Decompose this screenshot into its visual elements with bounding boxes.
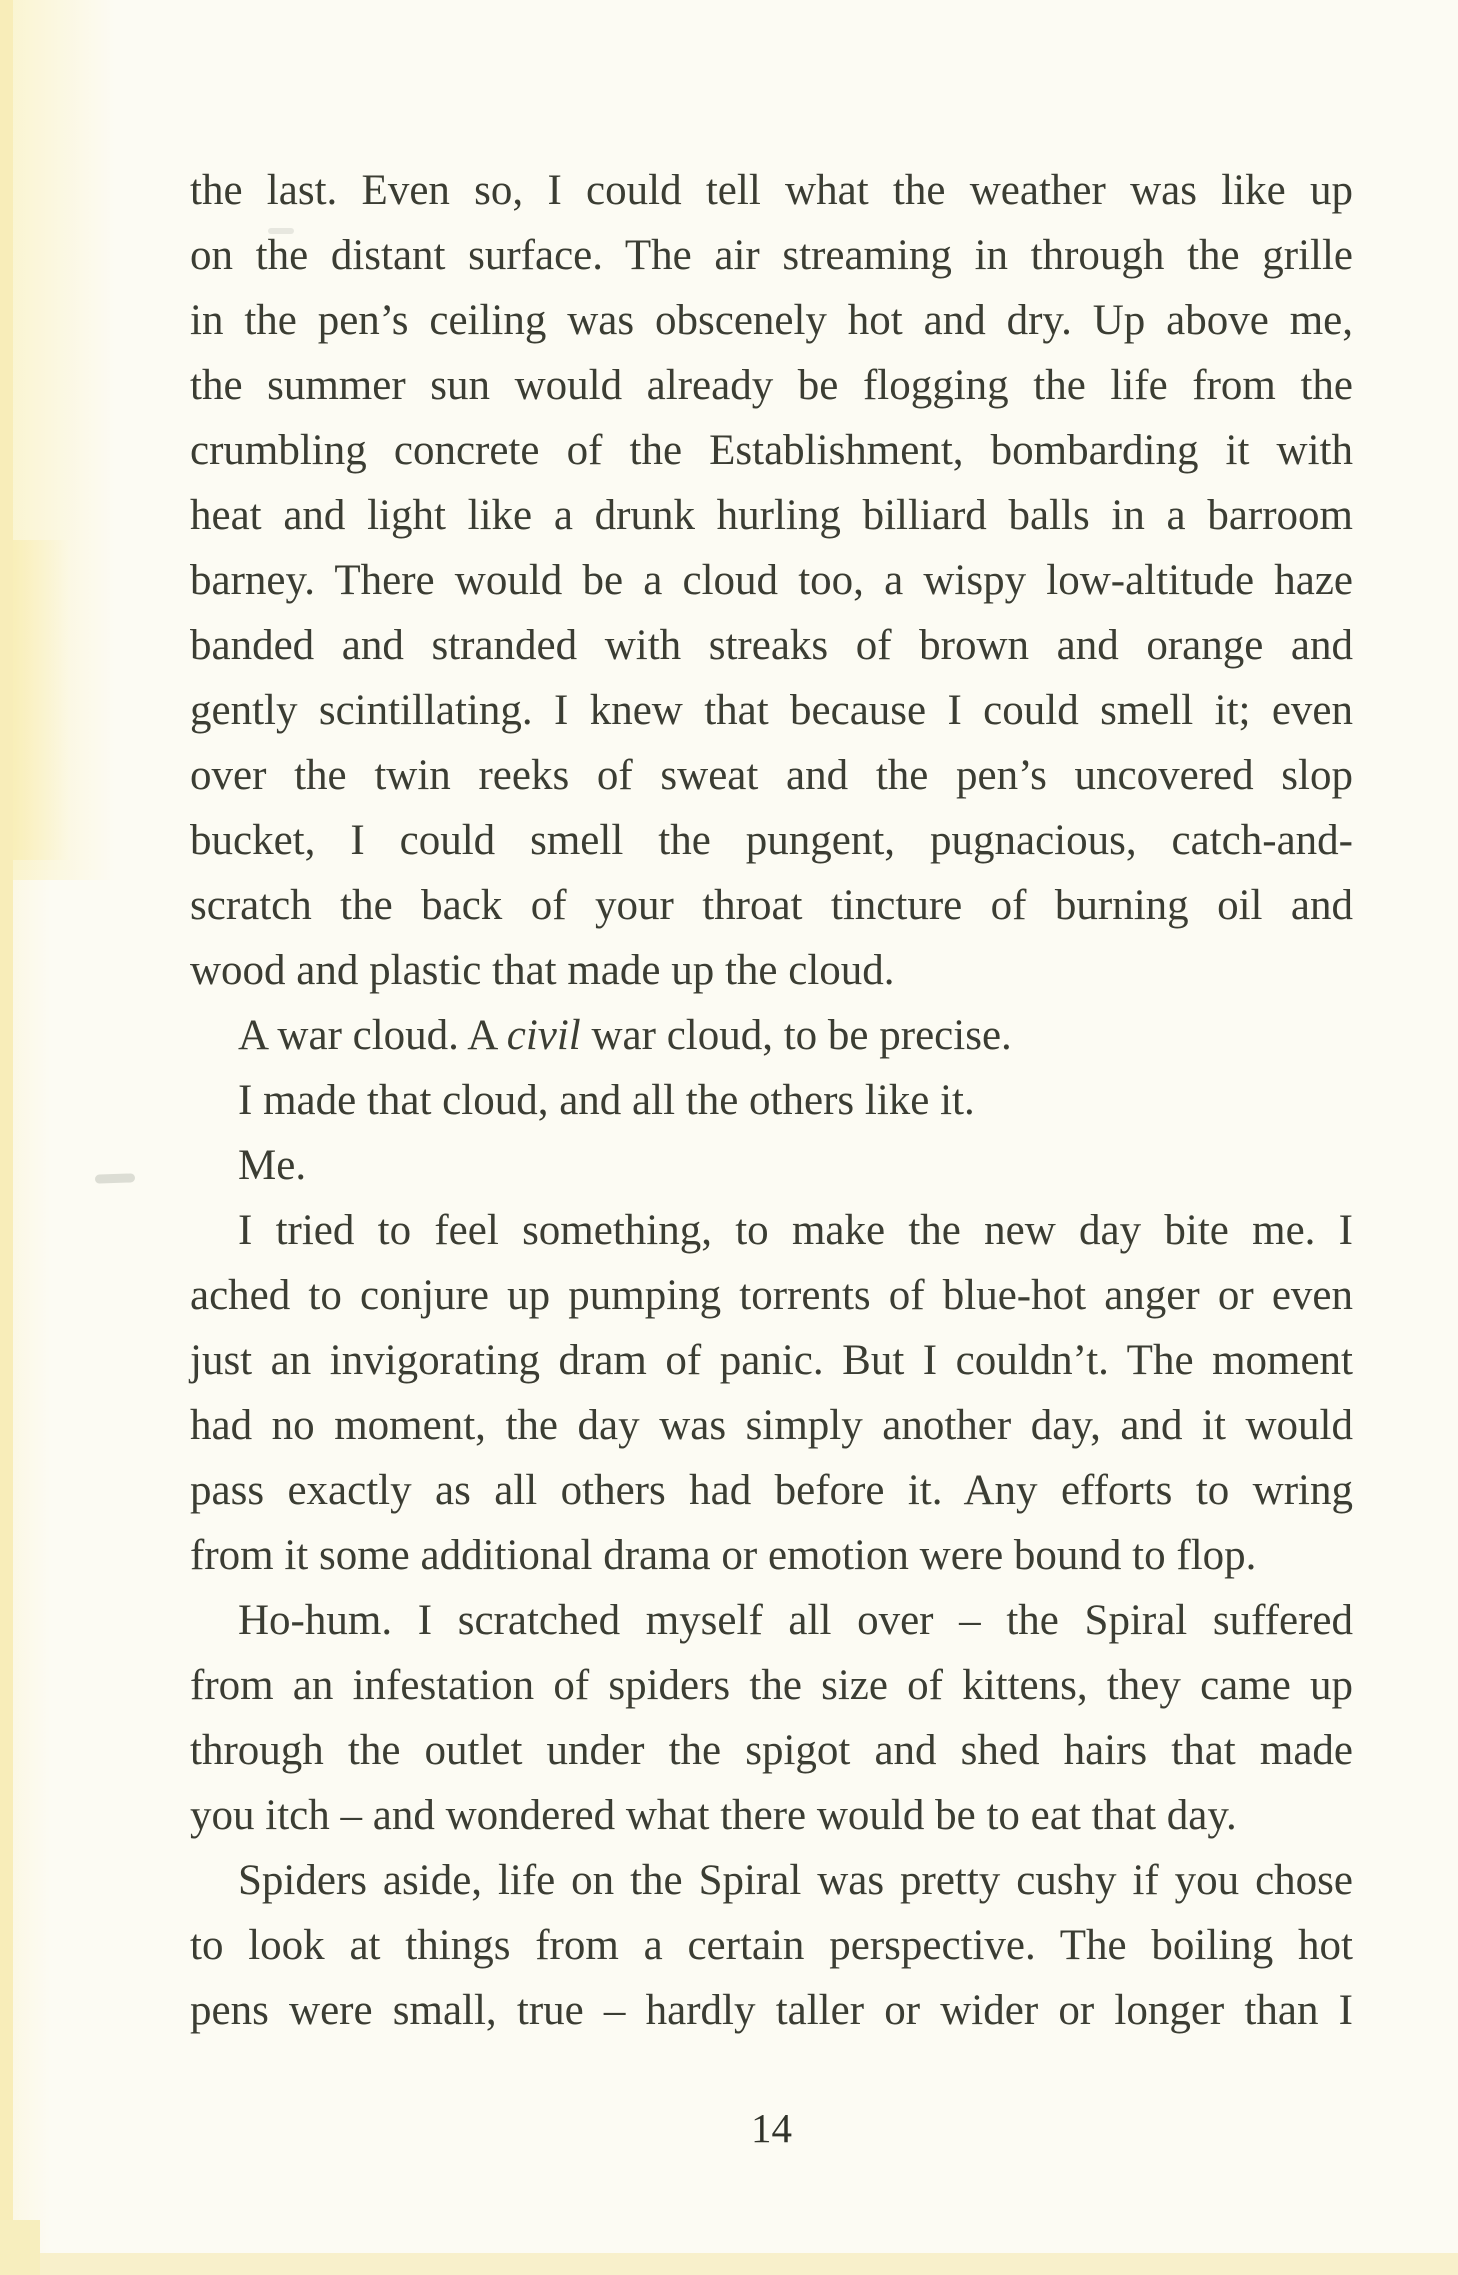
text-segment: the last. Even so, I could tell what the weather was like up xyxy=(190,167,1353,214)
paragraph xyxy=(190,1068,1353,1133)
text-segment: heat and light like a drunk hurling billiard balls in a barroom xyxy=(190,492,1353,539)
text-segment: I tried to feel something, to make the new day bite me. I xyxy=(238,1207,1353,1254)
text-segment: to look at things from a certain perspective. The boiling hot xyxy=(190,1922,1353,1969)
text-segment: pass exactly as all others had before it. Any efforts to wring xyxy=(190,1467,1353,1514)
text-segment: scratch the back of your throat tincture of burning oil and xyxy=(190,882,1353,929)
paragraph xyxy=(190,1848,1353,2043)
text-line xyxy=(190,743,1353,808)
paragraph xyxy=(190,158,1353,1003)
text-segment: in the pen’s ceiling was obscenely hot and dry. Up above me, xyxy=(190,297,1353,344)
text-segment: Ho-hum. I scratched myself all over – the Spiral suffered xyxy=(238,1597,1353,1644)
text-line xyxy=(190,1133,1353,1198)
text-segment: A war cloud. A xyxy=(238,1012,507,1059)
text-segment: barney. There would be a cloud too, a wispy low-altitude haze xyxy=(190,557,1353,604)
text-segment: pens were small, true – hardly taller or wider or longer than I xyxy=(190,1987,1353,2034)
text-line xyxy=(190,1003,1353,1068)
text-line xyxy=(190,678,1353,743)
text-line xyxy=(190,1978,1353,2043)
text-line xyxy=(190,483,1353,548)
text-segment: from an infestation of spiders the size of kittens, they came up xyxy=(190,1662,1353,1709)
text-line xyxy=(190,418,1353,483)
text-segment: I made that cloud, and all the others like it. xyxy=(238,1077,975,1124)
paragraph xyxy=(190,1588,1353,1848)
scan-bottom-band xyxy=(0,2253,1458,2275)
text-segment: ached to conjure up pumping torrents of blue-hot anger or even xyxy=(190,1272,1353,1319)
page-text-block xyxy=(190,158,1353,2043)
text-segment: Spiders aside, life on the Spiral was pretty cushy if you chose xyxy=(238,1857,1353,1904)
text-segment: Me. xyxy=(238,1142,307,1189)
text-line xyxy=(190,1458,1353,1523)
scan-bottom-corner xyxy=(0,2220,40,2275)
text-line xyxy=(190,548,1353,613)
text-line xyxy=(190,613,1353,678)
page-number: 14 xyxy=(751,2105,792,2151)
text-line xyxy=(190,1198,1353,1263)
text-segment: from it some additional drama or emotion were bound to flop. xyxy=(190,1532,1257,1579)
text-line xyxy=(190,1848,1353,1913)
text-segment: through the outlet under the spigot and shed hairs that made xyxy=(190,1727,1353,1774)
text-line xyxy=(190,1588,1353,1653)
text-segment: just an invigorating dram of panic. But I couldn’t. The moment xyxy=(190,1337,1353,1384)
text-line xyxy=(190,158,1353,223)
text-line xyxy=(190,873,1353,938)
text-line xyxy=(190,1523,1353,1588)
text-segment: crumbling concrete of the Establishment, bombarding it with xyxy=(190,427,1353,474)
text-line xyxy=(190,353,1353,418)
text-line xyxy=(190,1653,1353,1718)
text-segment: gently scintillating. I knew that because I could smell it; even xyxy=(190,687,1353,734)
text-segment: banded and stranded with streaks of brown and orange and xyxy=(190,622,1353,669)
text-line xyxy=(190,1783,1353,1848)
text-line xyxy=(190,1718,1353,1783)
text-line xyxy=(190,1068,1353,1133)
paragraph xyxy=(190,1198,1353,1588)
text-line xyxy=(190,223,1353,288)
italic-text: civil xyxy=(506,1012,581,1059)
scan-edge-strip xyxy=(0,0,13,2275)
scan-speck xyxy=(95,1173,135,1183)
text-segment: over the twin reeks of sweat and the pen’s uncovered slop xyxy=(190,752,1353,799)
text-line xyxy=(190,1913,1353,1978)
paragraph xyxy=(190,1133,1353,1198)
text-line xyxy=(190,1393,1353,1458)
text-segment: wood and plastic that made up the cloud. xyxy=(190,947,895,994)
text-segment: on the distant surface. The air streaming in through the grille xyxy=(190,232,1353,279)
text-segment: bucket, I could smell the pungent, pugnacious, catch-and- xyxy=(190,817,1353,864)
text-line xyxy=(190,1263,1353,1328)
text-line xyxy=(190,1328,1353,1393)
paragraph xyxy=(190,1003,1353,1068)
text-line xyxy=(190,288,1353,353)
text-segment: war cloud, to be precise. xyxy=(580,1012,1012,1059)
text-line xyxy=(190,808,1353,873)
text-segment: the summer sun would already be flogging the life from the xyxy=(190,362,1353,409)
text-line xyxy=(190,938,1353,1003)
text-segment: you itch – and wondered what there would be to eat that day. xyxy=(190,1792,1237,1839)
text-segment: had no moment, the day was simply another day, and it would xyxy=(190,1402,1353,1449)
